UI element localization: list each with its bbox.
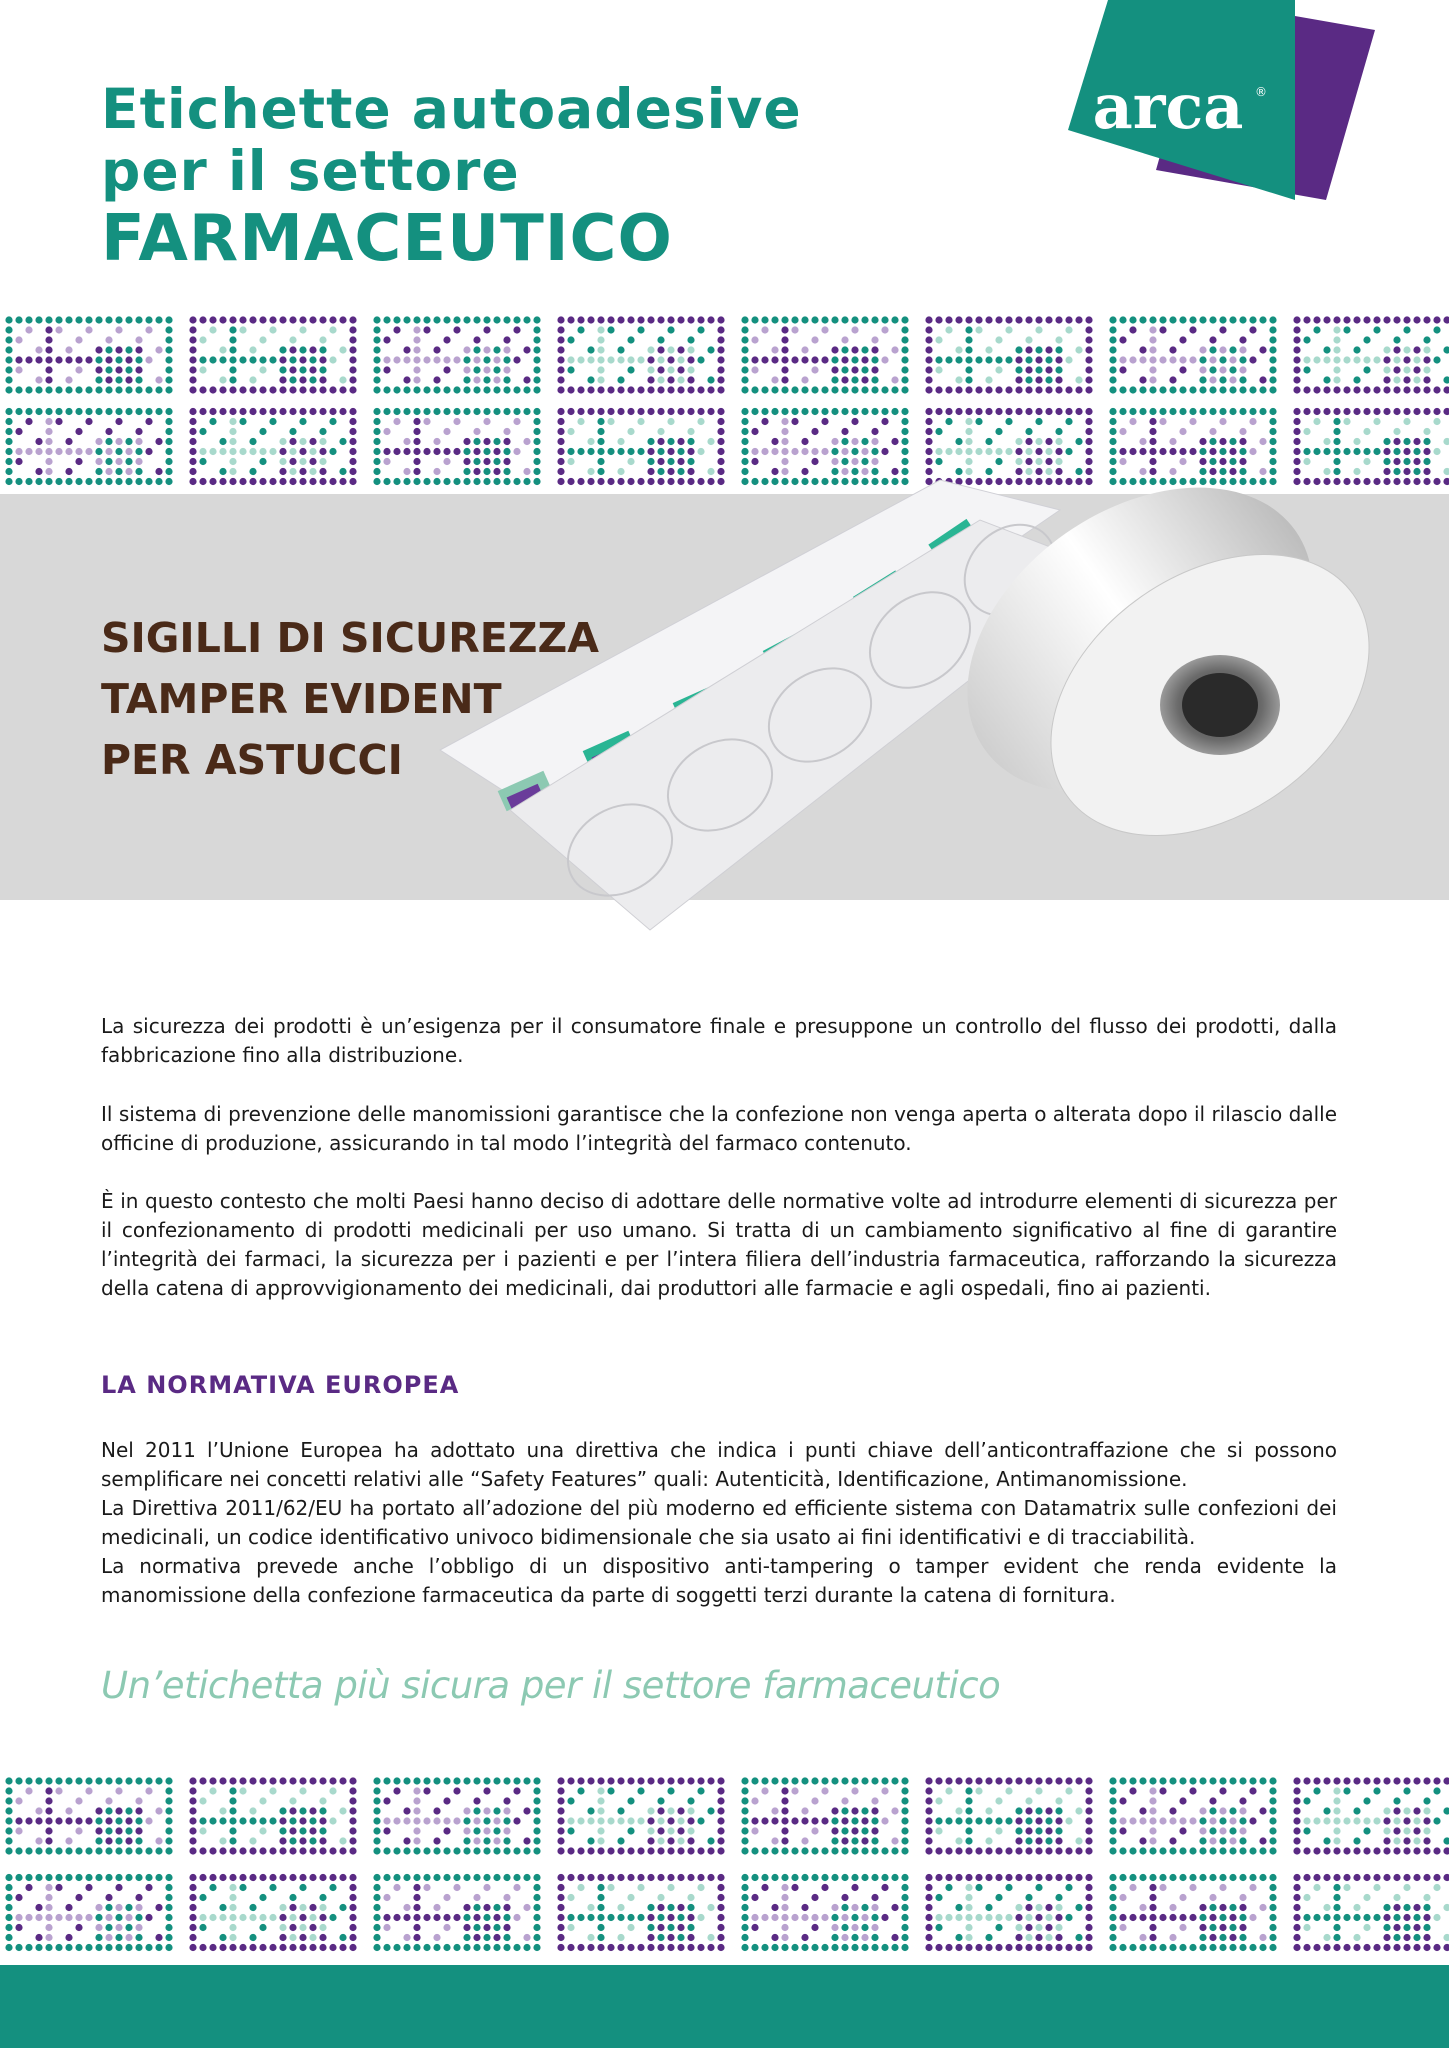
page-title-line-2: per il settore	[101, 139, 520, 203]
footer-bar	[0, 1965, 1449, 2048]
section-heading: LA NORMATIVA EUROPEA	[101, 1371, 460, 1399]
registered-mark: ®	[1255, 85, 1267, 99]
pattern-tile	[1293, 1777, 1449, 1854]
intro-paragraph-2: Il sistema di prevenzione delle manomissioni garantisce che la confezione non venga aperta o alterata dopo il rilascio dalle officine di produzione, assicurando in tal modo l’integrità del farmaco contenuto.	[101, 1102, 1337, 1155]
pattern-tile	[189, 1874, 356, 1951]
pattern-tile	[189, 316, 356, 393]
intro-paragraph-1: La sicurezza dei prodotti è un’esigenza per il consumatore finale e presuppone un controllo del flusso dei prodotti, dalla fabbricazione fino alla distribuzione.	[101, 1014, 1337, 1067]
pattern-tile	[741, 316, 908, 393]
pattern-tile	[557, 1777, 724, 1854]
pattern-tile	[1293, 316, 1449, 393]
page-title-line-1: Etichette autoadesive	[101, 77, 802, 141]
decorative-pattern-bottom	[0, 1772, 1449, 1965]
pattern-tile	[5, 316, 172, 393]
pattern-tile	[557, 1874, 724, 1951]
pattern-tile	[189, 408, 356, 485]
page-title	[101, 78, 802, 276]
section-paragraph-3: La normativa prevede anche l’obbligo di un dispositivo anti-tampering o tamper evident che renda evidente la manomissione della confezione farmaceutica da parte di soggetti terzi durante la catena di fornitura.	[101, 1554, 1337, 1607]
section-paragraph-2: La Direttiva 2011/62/EU ha portato all’adozione del più moderno ed efficiente sistema con Datamatrix sulle confezioni dei medicinali, un codice identificativo univoco bidimensionale che sia usato ai fini identificativi e di tracciabilità.	[101, 1496, 1337, 1549]
pattern-tile	[373, 1777, 540, 1854]
section-body	[101, 1436, 1337, 1610]
pattern-tile	[5, 1777, 172, 1854]
pattern-tile	[373, 316, 540, 393]
pattern-tile	[557, 316, 724, 393]
pattern-tile	[373, 1874, 540, 1951]
hero-title-line-2: TAMPER EVIDENT	[101, 675, 502, 723]
pattern-tile	[1109, 1777, 1276, 1854]
intro-paragraph-3: È in questo contesto che molti Paesi hanno deciso di adottare delle normative volte ad introdurre elementi di sicurezza per il confezionamento di prodotti medicinali per uso umano. Si tratta di un cambiamento significativo al fine di garantire l’integrità dei farmaci, la sicurezza per i pazienti e per l’intera filiera dell’industria farmaceutica, rafforzando la sicurezza della catena di approvvigionamento dei medicinali, dai produttori alle farmacie e agli ospedali, fino ai pazienti.	[101, 1189, 1337, 1300]
hero-title-line-1: SIGILLI DI SICUREZZA	[101, 614, 599, 662]
pattern-tile	[925, 1874, 1092, 1951]
pattern-tile	[1293, 1874, 1449, 1951]
arca-logo-text: arca	[1092, 70, 1244, 143]
pattern-tile	[741, 1874, 908, 1951]
section-paragraph-1: Nel 2011 l’Unione Europea ha adottato una direttiva che indica i punti chiave dell’anticontraffazione che si possono semplificare nei concetti relativi alle “Safety Features” quali: Autenticità, Identificazione, Antimanomissione.	[101, 1438, 1337, 1491]
tagline: Un’etichetta più sicura per il settore farmaceutico	[101, 1664, 1001, 1707]
pattern-tile	[1109, 316, 1276, 393]
pattern-tile	[189, 1777, 356, 1854]
hero-title-line-3: PER ASTUCCI	[101, 736, 403, 784]
pattern-tile	[925, 316, 1092, 393]
page-title-line-3: FARMACEUTICO	[101, 202, 673, 276]
arca-logo	[1068, 0, 1375, 200]
pattern-tile	[925, 1777, 1092, 1854]
pattern-tile	[5, 1874, 172, 1951]
pattern-tile	[741, 1777, 908, 1854]
label-roll-image	[420, 460, 1420, 940]
pattern-tile	[1109, 1874, 1276, 1951]
pattern-tile	[5, 408, 172, 485]
